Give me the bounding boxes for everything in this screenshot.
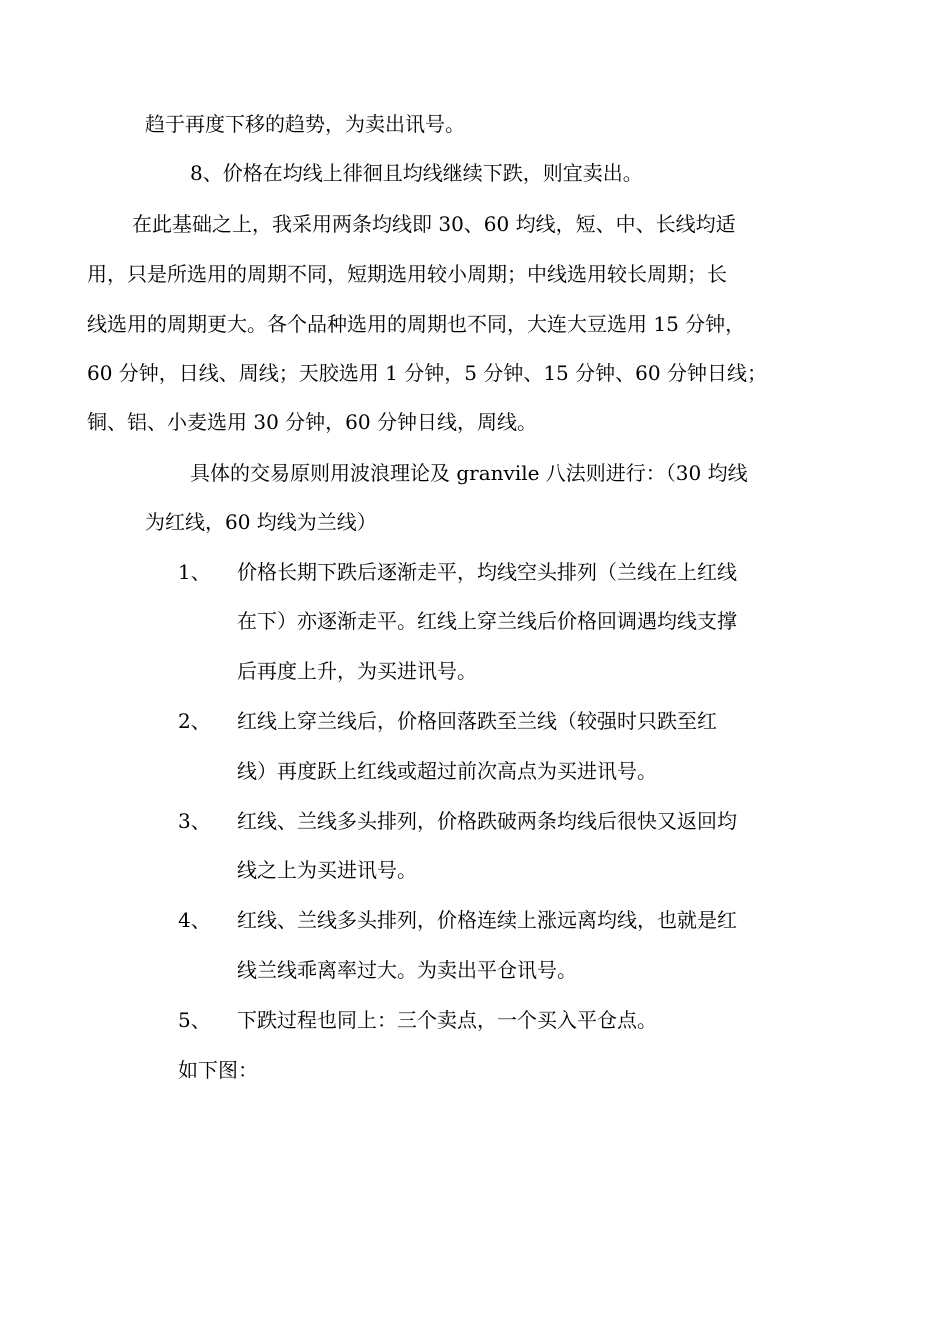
- list-item-line: 线之上为买进讯号。: [237, 858, 417, 882]
- figure-lead-in: 如下图：: [178, 1058, 258, 1082]
- list-number: 3、: [178, 809, 211, 833]
- list-item-line: 下跌过程也同上：三个卖点，一个买入平仓点。: [237, 1008, 657, 1032]
- list-item-line: 红线、兰线多头排列，价格跌破两条均线后很快又返回均: [237, 809, 737, 833]
- list-item-line: 价格长期下跌后逐渐走平，均线空头排列（兰线在上红线: [237, 560, 737, 584]
- list-item-line: 后再度上升，为买进讯号。: [237, 659, 477, 683]
- paragraph-continuation: 趋于再度下移的趋势，为卖出讯号。: [145, 112, 465, 136]
- list-number: 2、: [178, 709, 211, 733]
- list-item-line: 线）再度跃上红线或超过前次高点为买进讯号。: [237, 759, 657, 783]
- paragraph-line: 用，只是所选用的周期不同，短期选用较小周期；中线选用较长周期；长: [87, 262, 727, 286]
- paragraph-line: 线选用的周期更大。各个品种选用的周期也不同，大连大豆选用 15 分钟，: [87, 312, 746, 336]
- rule-8: 8、价格在均线上徘徊且均线继续下跌，则宜卖出。: [190, 161, 643, 185]
- list-number: 5、: [178, 1008, 211, 1032]
- list-item-line: 线兰线乖离率过大。为卖出平仓讯号。: [237, 958, 577, 982]
- paragraph-line: 具体的交易原则用波浪理论及 granvile 八法则进行：（30 均线: [190, 461, 748, 485]
- paragraph-line: 在此基础之上，我采用两条均线即 30、60 均线，短、中、长线均适: [132, 212, 736, 236]
- list-number: 4、: [178, 908, 211, 932]
- paragraph-line: 为红线，60 均线为兰线）: [145, 510, 377, 534]
- list-item-line: 红线、兰线多头排列，价格连续上涨远离均线，也就是红: [237, 908, 737, 932]
- list-number: 1、: [178, 560, 211, 584]
- list-item-line: 在下）亦逐渐走平。红线上穿兰线后价格回调遇均线支撑: [237, 609, 737, 633]
- paragraph-line: 铜、铝、小麦选用 30 分钟，60 分钟日线，周线。: [87, 410, 537, 434]
- paragraph-line: 60 分钟，日线、周线；天胶选用 1 分钟，5 分钟、15 分钟、60 分钟日线；: [87, 361, 767, 385]
- list-item-line: 红线上穿兰线后，价格回落跌至兰线（较强时只跌至红: [237, 709, 717, 733]
